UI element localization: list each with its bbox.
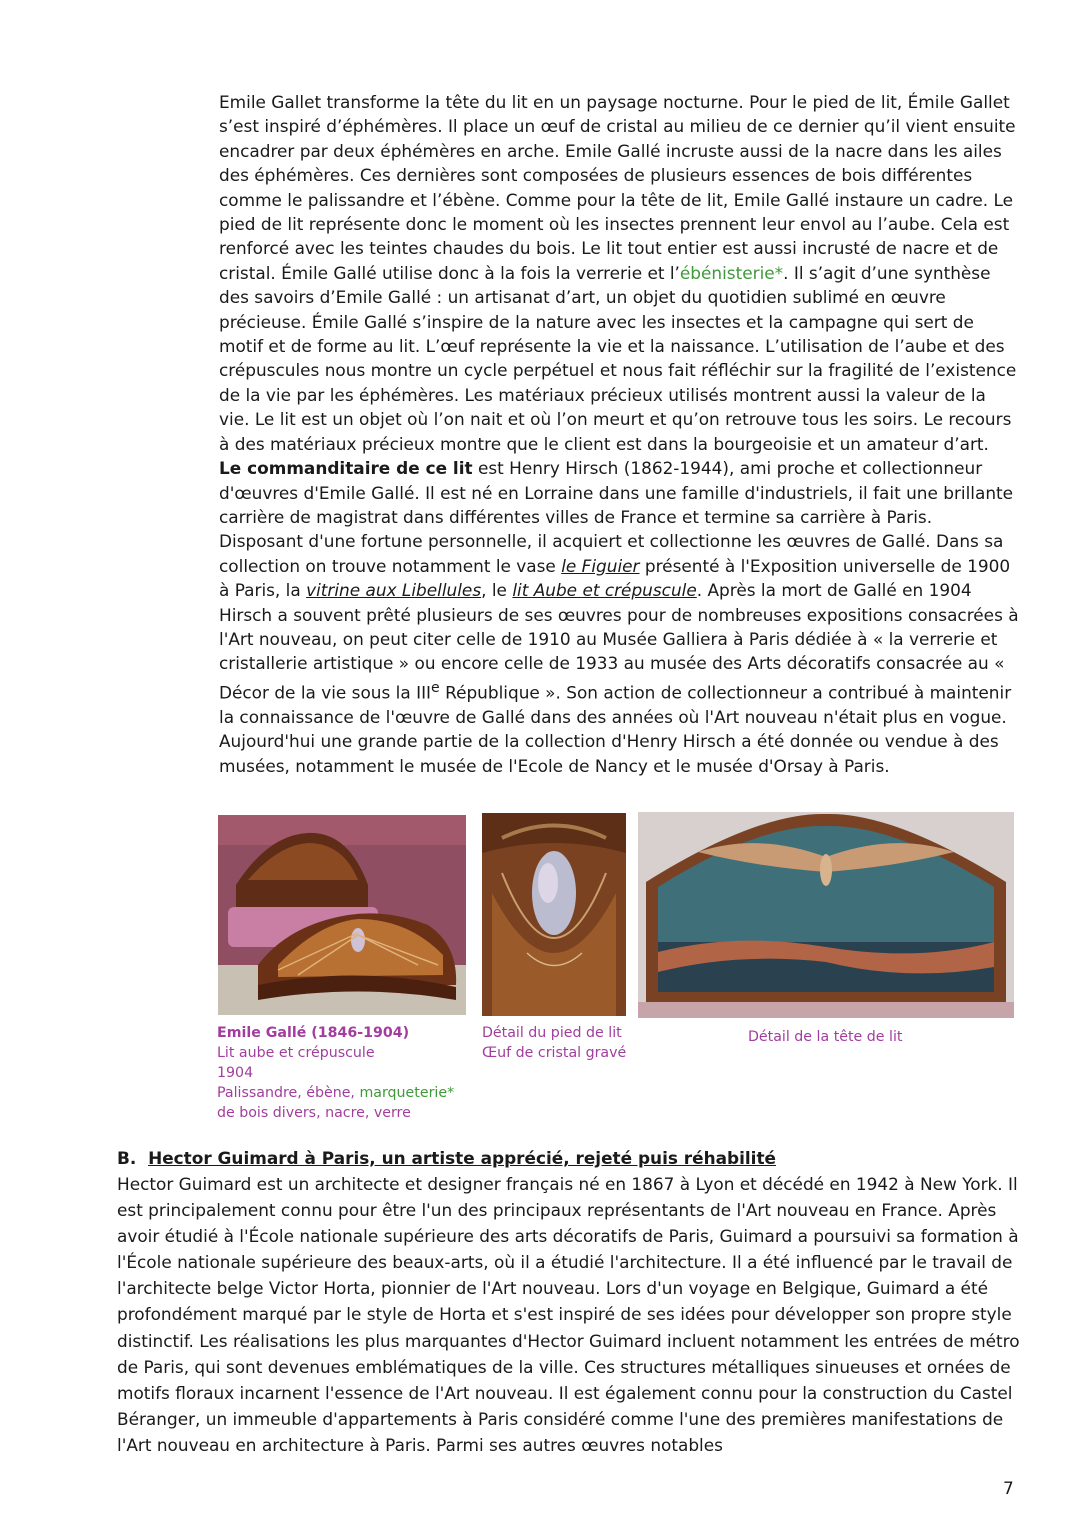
foot-detail-photo <box>482 813 626 1016</box>
section-letter: B. <box>117 1148 137 1168</box>
paragraph-bed-description: Emile Gallet transforme la tête du lit en un paysage nocturne. Pour le pied de lit, Émile Gallet s’est inspiré d’éphémères. Il place un œuf de cristal au milieu de ce dernier qu’il vient ensuite encadrer par deux éphémères en arche. Emile Gallé incruste aussi de la nacre dans les ailes des éphémères. Ces dernières sont composées de plusieurs essences de bois différentes comme le palissandre et l’ébène. Comme pour la tête de lit, Emile Gallé instaure un cadre. Le pied de lit représente donc le moment où les insectes prennent leur envol au l’aube. Cela est renforcé avec les teintes chaudes du bois. Le lit tout entier est aussi incrusté de nacre et de cristal. Émile Gallé utilise donc à la fois la verrerie et l’ébénisterie*. Il s’agit d’une synthèse des savoirs d’Emile Gallé : un artisanat d’art, un objet du quotidien sublimé en œuvre précieuse. Émile Gallé s’inspire de la nature avec les insectes et la campagne qui sert de motif et de forme au lit. L’œuf représente la vie et la naissance. L’utilisation de l’aube et des crépuscules nous montre un cycle perpétuel et nous fait réfléchir sur la fragilité de l’existence de la vie par les éphémères. Les matériaux précieux utilisés montrent aussi la valeur de la vie. Le lit est un objet où l’on nait et où l’on meurt et qu’on retrouve tous les soirs. Le recours à des matériaux précieux montre que le client est dans la bourgeoisie et un amateur d’art. <box>219 92 1017 454</box>
head-detail-photo <box>638 812 1014 1018</box>
caption-year: 1904 <box>217 1065 254 1081</box>
paragraph-commissioner: Le commanditaire de ce lit est Henry Hirsch (1862-1944), ami proche et collectionneur d'œuvres d'Emile Gallé. Il est né en Lorraine dans une famille d'industriels, il fait une brillante carrière de magistrat dans différentes villes de France et termine sa carrière à Paris. Disposant d'une fortune personnelle, il acquiert et collectionne les œuvres de Gallé. Dans sa collection on trouve notamment le vase le Figuier présenté à l'Exposition universelle de 1900 à Paris, la vitrine aux Libellules, le lit Aube et crépuscule. Après la mort de Gallé en 1904 Hirsch a souvent prêté plusieurs de ses œuvres pour de nombreuses expositions consacrées à l'Art nouveau, on peut citer celle de 1910 au Musée Galliera à Paris dédiée à « la verrerie et cristallerie artistique » ou encore celle de 1933 au musée des Arts décoratifs consacrée au « Décor de la vie sous la IIIe République ». Son action de collectionneur a contribué à maintenir la connaissance de l'œuvre de Gallé dans des années où l'Art nouveau n'était plus en vogue. Aujourd'hui une grande partie de la collection d'Henry Hirsch a été donnée ou vendue à des musées, notamment le musée de l'Ecole de Nancy et le musée d'Orsay à Paris. <box>219 458 1019 776</box>
caption-foot-line2: Œuf de cristal gravé <box>482 1045 627 1061</box>
work-title-figuier: le Figuier <box>561 555 640 576</box>
paragraph-guimard: Hector Guimard est un architecte et designer français né en 1867 à Lyon et décédé en 1942 à New York. Il est principalement connu pour être l'un des principaux représentants de l'Art nouveau en France. Après avoir étudié à l'École nationale supérieure des arts décoratifs de Paris, Guimard a poursuivi sa formation à l'École nationale supérieure des beaux-arts, où il a étudié l'architecture. Il a été influencé par le travail de l'architecte belge Victor Horta, pionnier de l'Art nouveau. Lors d'un voyage en Belgique, Guimard a été profondément marqué par le style de Horta et s'est inspiré de ses idées pour développer son propre style distinctif. Les réalisations les plus marquantes d'Hector Guimard incluent notamment les entrées de métro de Paris, qui sont devenues emblématiques de la ville. Ces structures métalliques sinueuses et ornées de motifs floraux incarnent l'essence de l'Art nouveau. Il est également connu pour la construction du Castel Béranger, un immeuble d'appartements à Paris considéré comme l'une des premières manifestations de l'Art nouveau en architecture à Paris. Parmi ses autres œuvres notables <box>117 1174 1020 1455</box>
superscript-e: e <box>431 679 440 696</box>
work-title-vitrine: vitrine aux Libellules <box>306 580 482 601</box>
page-number: 7 <box>1003 1478 1014 1498</box>
caption-foot-line1: Détail du pied de lit <box>482 1025 622 1041</box>
caption-materials: Palissandre, ébène, marqueterie* <box>217 1085 455 1101</box>
paragraph-lead: Le commanditaire de ce lit <box>219 458 473 479</box>
glossary-term-marqueterie[interactable]: marqueterie* <box>359 1085 455 1101</box>
section-heading-b <box>117 1146 776 1170</box>
caption-bed <box>217 1023 454 1123</box>
work-title-lit: lit Aube et crépuscule <box>512 580 697 601</box>
glossary-term-ebenisterie[interactable]: ébénisterie* <box>679 262 784 283</box>
caption-head-line: Détail de la tête de lit <box>748 1029 903 1045</box>
caption-foot <box>482 1023 626 1063</box>
text-block-gallé <box>219 90 1019 778</box>
caption-head <box>748 1027 902 1047</box>
section-title: Hector Guimard à Paris, un artiste apprécié, rejeté puis réhabilité <box>148 1148 776 1168</box>
caption-artist: Emile Gallé (1846-1904) <box>217 1025 410 1041</box>
caption-materials-cont: de bois divers, nacre, verre <box>217 1105 411 1121</box>
bed-photo <box>218 815 466 1015</box>
caption-title: Lit aube et crépuscule <box>217 1045 375 1061</box>
